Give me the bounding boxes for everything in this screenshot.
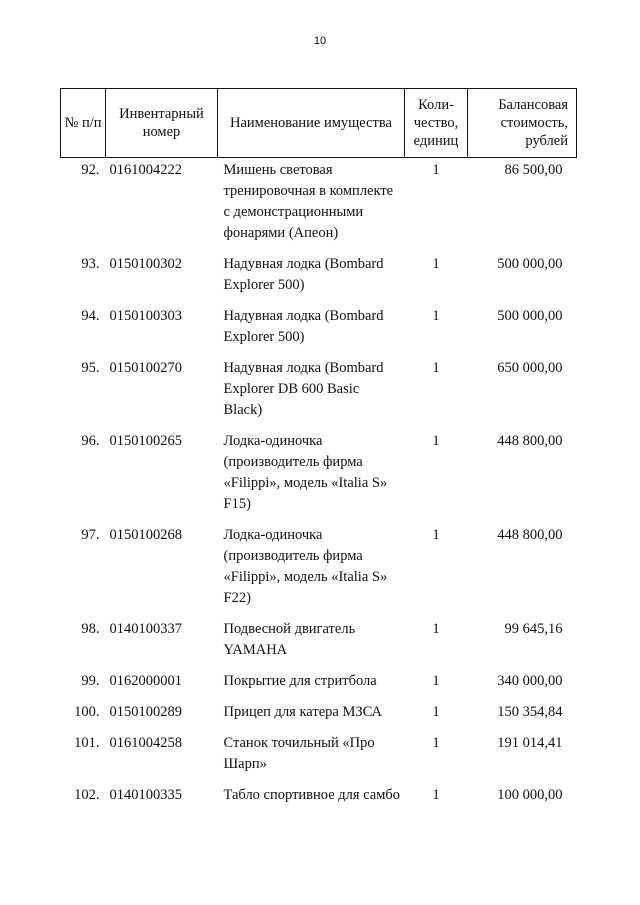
row-number: 96. [81, 433, 100, 449]
inventory-number: 0162000001 [109, 673, 182, 689]
balance-cost: 500 000,00 [497, 256, 563, 272]
quantity: 1 [432, 433, 440, 449]
header-inventory-number: Инвентарный номер [106, 89, 218, 158]
quantity: 1 [432, 621, 440, 637]
table-row [61, 671, 577, 702]
header-property-name: Наименование имущества [218, 89, 405, 158]
property-name: Лодка-одиночка (производитель фирма «Filippi», модель «Italia S» F15) [223, 433, 388, 512]
balance-cost: 340 000,00 [497, 673, 563, 689]
row-number: 92. [81, 162, 100, 178]
header-number: № п/п [61, 89, 106, 158]
quantity: 1 [432, 162, 440, 178]
row-number: 100. [74, 704, 100, 720]
page-number: 10 [313, 35, 327, 47]
balance-cost: 86 500,00 [504, 162, 563, 178]
inventory-table [60, 88, 577, 806]
quantity: 1 [432, 673, 440, 689]
table-row [61, 254, 577, 306]
row-number: 95. [81, 360, 100, 376]
table-body [61, 158, 577, 807]
property-name: Станок точильный «Про Шарп» [223, 735, 375, 772]
row-number: 101. [74, 735, 100, 751]
quantity: 1 [432, 308, 440, 324]
balance-cost: 650 000,00 [497, 360, 563, 376]
quantity: 1 [432, 735, 440, 751]
balance-cost: 500 000,00 [497, 308, 563, 324]
row-number: 98. [81, 621, 100, 637]
quantity: 1 [432, 704, 440, 720]
quantity: 1 [432, 256, 440, 272]
inventory-number: 0150100268 [109, 527, 182, 543]
property-name: Лодка-одиночка (производитель фирма «Filippi», модель «Italia S» F22) [223, 527, 388, 606]
inventory-number: 0140100335 [109, 787, 182, 803]
property-name: Надувная лодка (Bombard Explorer DB 600 Basic Black) [223, 360, 384, 418]
table-row [61, 619, 577, 671]
property-name: Надувная лодка (Bombard Explorer 500) [223, 256, 384, 293]
row-number: 93. [81, 256, 100, 272]
balance-cost: 191 014,41 [497, 735, 563, 751]
inventory-number: 0150100270 [109, 360, 182, 376]
property-name: Мишень световая тренировочная в комплекте с демонстрационными фонарями (Апеон) [223, 162, 394, 241]
inventory-number: 0161004258 [109, 735, 182, 751]
inventory-number: 0150100302 [109, 256, 182, 272]
balance-cost: 100 000,00 [497, 787, 563, 803]
property-name: Покрытие для стритбола [223, 673, 377, 689]
balance-cost: 150 354,84 [497, 704, 563, 720]
row-number: 102. [74, 787, 100, 803]
property-name: Подвесной двигатель YAMAHA [223, 621, 356, 658]
header-balance-cost: Балансовая стоимость, рублей [468, 89, 577, 158]
inventory-number: 0161004222 [109, 162, 182, 178]
table-row [61, 733, 577, 785]
table-row [61, 431, 577, 525]
header-quantity: Коли-чество, единиц [405, 89, 468, 158]
balance-cost: 448 800,00 [497, 527, 563, 543]
property-name: Надувная лодка (Bombard Explorer 500) [223, 308, 384, 345]
table-row [61, 358, 577, 431]
quantity: 1 [432, 787, 440, 803]
table-row [61, 702, 577, 733]
table-row [61, 525, 577, 619]
balance-cost: 99 645,16 [504, 621, 563, 637]
row-number: 94. [81, 308, 100, 324]
quantity: 1 [432, 527, 440, 543]
property-name: Табло спортивное для самбо [223, 787, 401, 803]
inventory-number: 0140100337 [109, 621, 182, 637]
table-row [61, 306, 577, 358]
row-number: 97. [81, 527, 100, 543]
table-row [61, 158, 577, 255]
row-number: 99. [81, 673, 100, 689]
inventory-number: 0150100265 [109, 433, 182, 449]
quantity: 1 [432, 360, 440, 376]
inventory-number: 0150100303 [109, 308, 182, 324]
property-name: Прицеп для катера МЗСА [223, 704, 383, 720]
table-row [61, 785, 577, 806]
table-header-row [61, 89, 577, 158]
inventory-number: 0150100289 [109, 704, 182, 720]
balance-cost: 448 800,00 [497, 433, 563, 449]
